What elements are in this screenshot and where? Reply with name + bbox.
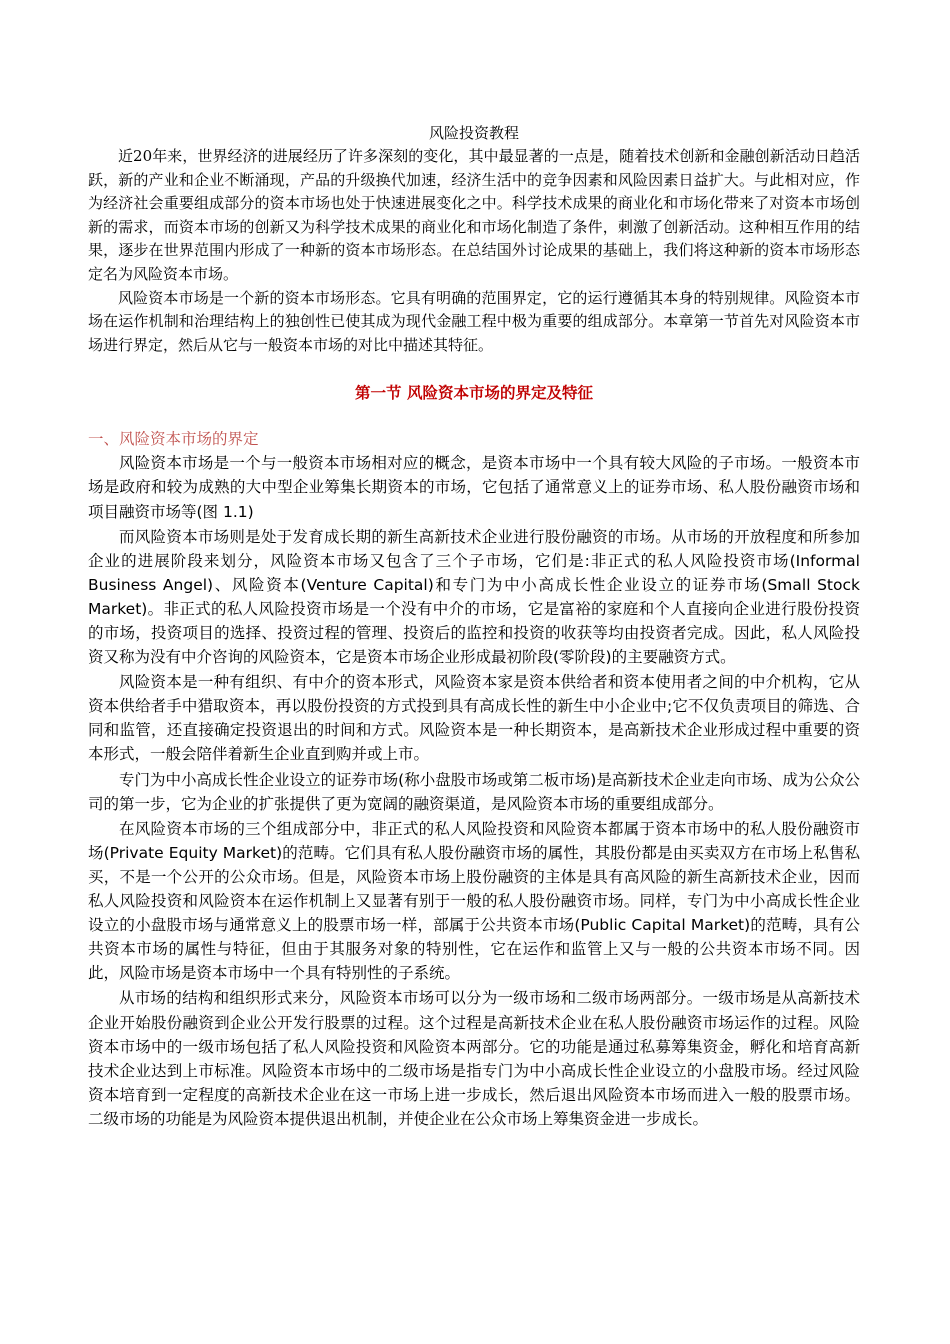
body-paragraph-2: 而风险资本市场则是处于发育成长期的新生高新技术企业进行股份融资的市场。从市场的开放程度和所参加企业的进展阶段来划分，风险资本市场又包含了三个子市场，它们是:非正式的私人风险投资市场(Informal Business Angel)、风险资本(Venture Capital)和专门为中小高成长性企业设立的证券市场(Small Stock Market)。非正式的私人风险投资市场是一个没有中介的市场，它是富裕的家庭和个人直接向企业进行股份投资的市场，投资项目的选择、投资过程的管理、投资后的监控和投资的收获等均由投资者完成。因此，私人风险投资又称为没有中介咨询的风险资本，它是资本市场企业形成最初阶段(零阶段)的主要融资方式。 xyxy=(88,527,860,667)
body-paragraph-5: 在风险资本市场的三个组成部分中，非正式的私人风险投资和风险资本都属于资本市场中的私人股份融资市场(Private Equity Market)的范畴。它们具有私人股份融资市场的属性，其股份都是由买卖双方在市场上私售私买，不是一个公开的公众市场。但是，风险资本市场上股份融资的主体是具有高风险的新生高新技术企业，因而私人风险投资和风险资本在运作机制上又显著有别于一般的私人股份融资市场。同样，专门为中小高成长性企业设立的小盘股市场与通常意义上的股票市场一样，部属于公共资本市场(Public Capital Market)的范畴，具有公共资本市场的属性与特征，但由于其服务对象的特别性，它在运作和监管上又与一般的公共资本市场不同。因此，风险市场是资本市场中一个具有特别性的子系统。 xyxy=(88,819,860,983)
section-heading: 第一节 风险资本市场的界定及特征 xyxy=(355,384,593,403)
body-paragraph-4: 专门为中小高成长性企业设立的证券市场(称小盘股市场或第二板市场)是高新技术企业走向市场、成为公众公司的第一步，它为企业的扩张提供了更为宽阔的融资渠道，是风险资本市场的重要组成部分。 xyxy=(88,770,860,813)
intro-paragraph-1: 近20年来，世界经济的进展经历了许多深刻的变化，其中最显著的一点是，随着技术创新和金融创新活动日趋活跃，新的产业和企业不断涌现，产品的升级换代加速，经济生活中的竞争因素和风险因素日益扩大。与此相对应，作为经济社会重要组成部分的资本市场也处于快速进展变化之中。科学技术成果的商业化和市场化带来了对资本市场创新的需求，而资本市场的创新又为科学技术成果的商业化和市场化制造了条件，刺激了创新活动。这种相互作用的结果，逐步在世界范围内形成了一种新的资本市场形态。在总结国外讨论成果的基础上，我们将这种新的资本市场形态定名为风险资本市场。 xyxy=(88,147,860,283)
body-paragraph-3: 风险资本是一种有组织、有中介的资本形式，风险资本家是资本供给者和资本使用者之间的中介机构，它从资本供给者手中猎取资本，再以股份投资的方式投到具有高成长性的新生中小企业中;它不仅负责项目的筛选、合同和监管，还直接确定投资退出的时间和方式。风险资本是一种长期资本，是高新技术企业形成过程中重要的资本形式，一般会陪伴着新生企业直到购并或上市。 xyxy=(88,673,860,764)
body-paragraph-6: 从市场的结构和组织形式来分，风险资本市场可以分为一级市场和二级市场两部分。一级市场是从高新技术企业开始股份融资到企业公开发行股票的过程。这个过程是高新技术企业在私人股份融资市场运作的过程。风险资本市场中的一级市场包括了私人风险投资和风险资本两部分。它的功能是通过私募筹集资金，孵化和培育高新技术企业达到上市标准。风险资本市场中的二级市场是指专门为中小高成长性企业设立的小盘股市场。经过风险资本培育到一定程度的高新技术企业在这一市场上进一步成长，然后退出风险资本市场而进入一般的股票市场。二级市场的功能是为风险资本提供退出机制，并使企业在公众市场上筹集资金进一步成长。 xyxy=(88,989,860,1128)
document-title: 风险投资教程 xyxy=(428,124,519,142)
document-page xyxy=(88,122,860,1131)
body-paragraph-1: 风险资本市场是一个与一般资本市场相对应的概念，是资本市场中一个具有较大风险的子市场。一般资本市场是政府和较为成熟的大中型企业筹集长期资本的市场，它包括了通常意义上的证券市场、私人股份融资市场和项目融资市场等(图 1.1) xyxy=(88,454,860,521)
intro-paragraph-2: 风险资本市场是一个新的资本市场形态。它具有明确的范围界定，它的运行遵循其本身的特别规律。风险资本市场在运作机制和治理结构上的独创性已使其成为现代金融工程中极为重要的组成部分。本章第一节首先对风险资本市场进行界定，然后从它与一般资本市场的对比中描述其特征。 xyxy=(88,288,860,354)
sub-heading: 一、风险资本市场的界定 xyxy=(88,430,259,449)
